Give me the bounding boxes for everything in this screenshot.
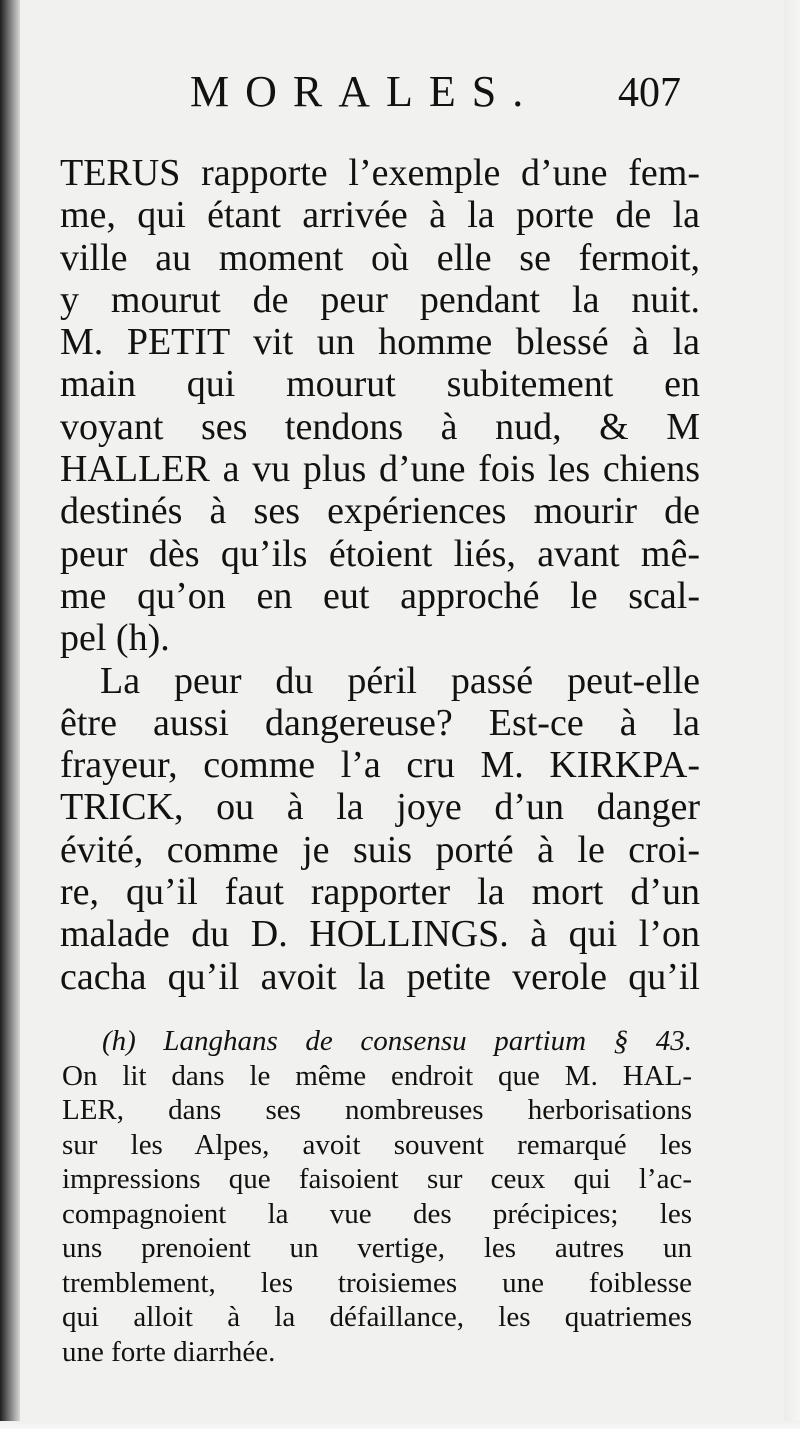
footnote-line: sur les Alpes, avoit souvent remarqué les bbox=[62, 1128, 692, 1161]
footnote-line: (h) Langhans de consensu partium § 43. bbox=[102, 1025, 692, 1057]
page-gutter-shadow bbox=[0, 0, 20, 1429]
body-line: pel (h). bbox=[60, 617, 170, 660]
footnote-line: impressions que faisoient sur ceux qui l’ac- bbox=[62, 1163, 692, 1195]
body-line: destinés à ses expériences mourir de bbox=[60, 490, 700, 533]
page-number: 407 bbox=[618, 70, 681, 116]
body-line: La peur du péril passé peut-elle bbox=[100, 659, 700, 702]
page-edge bbox=[784, 0, 800, 1429]
body-line: y mourut de peur pendant la nuit. bbox=[60, 278, 700, 321]
footnote-line: uns prenoient un vertige, les autres un bbox=[62, 1232, 692, 1264]
body-line: évité, comme je suis porté à le croi- bbox=[60, 828, 700, 871]
page-bottom-edge bbox=[0, 1421, 800, 1429]
body-line: me, qui étant arrivée à la porte de la bbox=[60, 194, 700, 237]
running-head: MORALES. bbox=[190, 67, 540, 116]
body-line: cacha qu’il avoit la petite verole qu’il bbox=[60, 955, 700, 998]
body-line: main qui mourut subitement en bbox=[60, 363, 700, 406]
footnote-line: compagnoient la vue des précipices; les bbox=[62, 1197, 692, 1230]
footnote-line: LER, dans ses nombreuses herborisations bbox=[62, 1094, 692, 1126]
body-line: voyant ses tendons à nud, & M bbox=[60, 405, 700, 448]
footnote-line: tremblement, les troisiemes une foiblesse bbox=[62, 1266, 692, 1299]
footnote bbox=[62, 1024, 692, 1369]
footnote-line: On lit dans le même endroit que M. HAL- bbox=[62, 1059, 692, 1092]
body-line: être aussi dangereuse? Est-ce à la bbox=[60, 701, 700, 744]
footnote-line: une forte diarrhée. bbox=[62, 1335, 276, 1368]
body-line: TRICK, ou à la joye d’un danger bbox=[60, 786, 700, 829]
body-line: frayeur, comme l’a cru M. KIRKPA- bbox=[60, 744, 700, 787]
body-line: peur dès qu’ils étoient liés, avant mê- bbox=[60, 532, 700, 575]
body-line: HALLER a vu plus d’une fois les chiens bbox=[60, 448, 700, 491]
body-line: TERUS rapporte l’exemple d’une fem- bbox=[60, 152, 700, 194]
body-line: ville au moment où elle se fermoit, bbox=[60, 236, 700, 279]
body-line: me qu’on en eut approché le scal- bbox=[60, 574, 700, 617]
body-line: malade du D. HOLLINGS. à qui l’on bbox=[60, 913, 700, 956]
body-line: re, qu’il faut rapporter la mort d’un bbox=[60, 871, 700, 914]
body-text bbox=[60, 152, 700, 998]
footnote-line: qui alloit à la défaillance, les quatriemes bbox=[62, 1301, 692, 1333]
body-line: M. PETIT vit un homme blessé à la bbox=[60, 321, 700, 364]
